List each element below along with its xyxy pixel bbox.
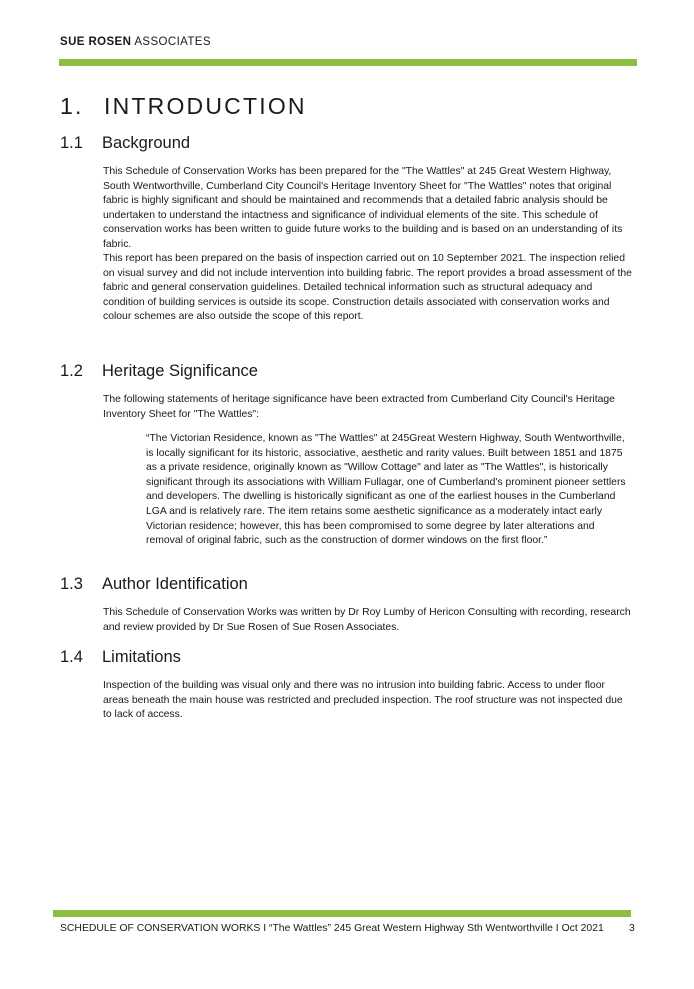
header-accent-bar: [59, 59, 637, 66]
section-heading-author-identification: [60, 575, 248, 594]
brand-name-bold: SUE ROSEN: [60, 36, 132, 48]
brand-name-rest: ASSOCIATES: [134, 36, 211, 48]
section-title: Heritage Significance: [102, 362, 258, 380]
section-heading-heritage-significance: [60, 362, 258, 381]
chapter-number: 1.: [60, 93, 84, 119]
section-number: 1.2: [60, 362, 83, 380]
section-title: Limitations: [102, 648, 181, 666]
page-number: 3: [629, 923, 635, 934]
section-number: 1.3: [60, 575, 83, 593]
section-heading-background: [60, 134, 190, 153]
section-title: Author Identification: [102, 575, 248, 593]
chapter-heading: [60, 93, 307, 120]
heritage-intro-paragraph: The following statements of heritage significance have been extracted from Cumberland City Council's Heritage Inventory Sheet for "The Wattles":: [103, 394, 615, 420]
section-number: 1.4: [60, 648, 83, 666]
section-title: Background: [102, 134, 191, 152]
background-paragraph-2: This report has been prepared on the basis of inspection carried out on 10 September 2021. The inspection relied on visual survey and did not include intervention into building fabric. The report provides a broad assessment of the fabric and general conservation guidelines. Detailed technical information such as structural adequacy and condition of building services is outside its scope. Construction details associated with conservation works and colour schemes are also outside the scope of this report.: [103, 253, 632, 323]
significance-quote: “The Victorian Residence, known as "The Wattles" at 245Great Western Highway, South Wentworthville, is locally significant for its historic, associative, aesthetic and rarity values. Built between 1851 and 1875 as a private residence, originally known as "Willow Cottage" and later as "The Wattles", is historically significant through its associations with William Fullagar, one of Cumberland's prominent pioneer settlers and developers. The dwelling is historically significant as one of the earliest houses in the Cumberland LGA and is relatively rare. The item retains some aesthetic significance as a moderately intact early Victorian residence; however, this has been compromised to some degree by later alterations and removal of original fabric, such as the construction of dormer windows on the first floor.”: [146, 433, 626, 547]
section-heading-limitations: [60, 648, 181, 667]
section-number: 1.1: [60, 134, 83, 152]
author-paragraph: This Schedule of Conservation Works was written by Dr Roy Lumby of Hericon Consulting with recording, research and review provided by Dr Sue Rosen of Sue Rosen Associates.: [103, 607, 631, 633]
background-paragraph-1: This Schedule of Conservation Works has been prepared for the "The Wattles" at 245 Great Western Highway, South Wentworthville, Cumberland City Council's Heritage Inventory Sheet for "The Wattles" notes that original fabric is highly significant and should be maintained and recommends that a detailed fabric analysis should be undertaken to understand the intactness and significance of individual elements of the site. This schedule of conservation works has been written to guide future works to the building and is based on an understanding of its fabric.: [103, 166, 623, 250]
brand-logo: [60, 36, 211, 48]
chapter-title: INTRODUCTION: [104, 93, 307, 119]
limitations-paragraph: Inspection of the building was visual only and there was no intrusion into building fabric. Access to under floor areas beneath the main house was restricted and precluded inspection. The roof structure was not inspected due to lack of access.: [103, 680, 623, 721]
footer-accent-bar: [53, 910, 631, 917]
footer-text: SCHEDULE OF CONSERVATION WORKS I “The Wattles” 245 Great Western Highway Sth Wentworthville I Oct 2021: [60, 923, 604, 934]
